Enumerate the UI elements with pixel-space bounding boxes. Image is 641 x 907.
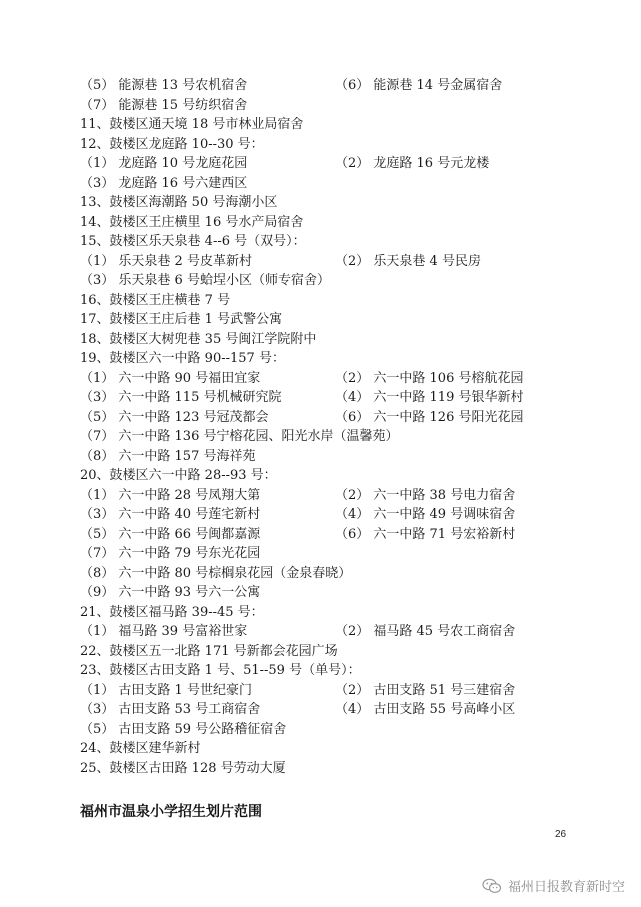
list-item-text: （1） 六一中路 28 号凤翔大第 [80, 487, 261, 503]
list-item [80, 700, 580, 720]
list-item-text: （1） 古田支路 1 号世纪豪门 [80, 682, 252, 698]
list-item-text-secondary: （6） 能源巷 14 号金属宿舍 [335, 78, 503, 93]
list-item [80, 603, 580, 623]
wechat-icon [482, 878, 502, 894]
list-item-text: （8） 六一中路 80 号棕榈泉花园（金泉春晓） [80, 565, 352, 581]
list-item [80, 525, 580, 545]
list-item [80, 271, 580, 291]
list-item-text: 16、鼓楼区王庄横巷 7 号 [80, 292, 231, 308]
list-item [80, 486, 580, 506]
list-item-text: 22、鼓楼区五一北路 171 号新都会花园广场 [80, 643, 338, 659]
list-item-text: （8） 六一中路 157 号海祥苑 [80, 448, 256, 464]
list-item [80, 759, 580, 779]
list-item [80, 135, 580, 155]
list-item-text: （3） 六一中路 115 号机械研究院 [80, 390, 282, 405]
list-item [80, 622, 580, 642]
list-item-text-secondary: （2） 乐天泉巷 4 号民房 [335, 253, 481, 269]
address-list [80, 76, 580, 778]
list-item [80, 369, 580, 389]
list-item [80, 447, 580, 467]
list-item [80, 583, 580, 603]
list-item [80, 193, 580, 213]
list-item-text: （1） 乐天泉巷 2 号皮革新村 [80, 253, 252, 269]
watermark-text: 福州日报教育新时空 [507, 880, 625, 895]
list-item-text: 23、鼓楼区古田支路 1 号、51--59 号（单号）： [80, 663, 361, 678]
list-item-text: 14、鼓楼区王庄横里 16 号水产局宿舍 [80, 214, 304, 230]
list-item-text: 25、鼓楼区古田路 128 号劳动大厦 [80, 760, 286, 776]
list-item [80, 681, 580, 701]
watermark [482, 876, 625, 895]
list-item-text-secondary: （2） 六一中路 106 号榕航花园 [335, 370, 524, 386]
list-item [80, 76, 580, 96]
list-item [80, 720, 580, 740]
list-item-text: （5） 能源巷 13 号农机宿舍 [80, 78, 248, 93]
section-heading: 福州市温泉小学招生划片范围 [80, 804, 262, 820]
list-item-text: 15、鼓楼区乐天泉巷 4--6 号（双号）： [80, 234, 306, 249]
list-item-text: （5） 六一中路 66 号闽都嘉源 [80, 526, 261, 542]
list-item [80, 96, 580, 116]
list-item-text: （9） 六一中路 93 号六一公寓 [80, 585, 261, 600]
list-item [80, 505, 580, 525]
list-item-text-secondary: （6） 六一中路 126 号阳光花园 [335, 409, 524, 425]
list-item-text-secondary: （6） 六一中路 71 号宏裕新村 [335, 526, 516, 542]
list-item [80, 213, 580, 233]
list-item [80, 388, 580, 408]
list-item [80, 174, 580, 194]
list-item-text: 20、鼓楼区六一中路 28--93 号： [80, 468, 277, 483]
list-item-text: 11、鼓楼区通天境 18 号市林业局宿舍 [80, 117, 304, 132]
list-item [80, 232, 580, 252]
list-item [80, 330, 580, 350]
list-item-text: （3） 古田支路 53 号工商宿舍 [80, 702, 261, 717]
list-item-text-secondary: （4） 六一中路 49 号调味宿舍 [335, 507, 516, 522]
list-item-text: 18、鼓楼区大树兜巷 35 号闽江学院附中 [80, 331, 317, 347]
page-number: 26 [555, 829, 567, 840]
list-item [80, 466, 580, 486]
list-item-text: 19、鼓楼区六一中路 90--157 号： [80, 351, 285, 366]
list-item-text: 24、鼓楼区建华新村 [80, 741, 201, 756]
list-item-text-secondary: （2） 六一中路 38 号电力宿舍 [335, 487, 516, 503]
list-item [80, 291, 580, 311]
list-item-text: （7） 六一中路 136 号宁榕花园、阳光水岸（温馨苑） [80, 429, 399, 444]
list-item [80, 349, 580, 369]
list-item-text-secondary: （2） 古田支路 51 号三建宿舍 [335, 682, 516, 698]
list-item [80, 642, 580, 662]
list-item-text: （3） 龙庭路 16 号六建西区 [80, 175, 248, 191]
list-item-text: 21、鼓楼区福马路 39--45 号： [80, 604, 264, 620]
list-item [80, 115, 580, 135]
list-item [80, 427, 580, 447]
list-item-text-secondary: （2） 福马路 45 号农工商宿舍 [335, 624, 516, 639]
list-item [80, 310, 580, 330]
list-item-text: （5） 古田支路 59 号公路稽征宿舍 [80, 721, 287, 737]
list-item [80, 154, 580, 174]
list-item-text: （3） 六一中路 40 号莲宅新村 [80, 507, 261, 522]
list-item-text-secondary: （2） 龙庭路 16 号元龙楼 [335, 156, 490, 171]
list-item-text: （1） 六一中路 90 号福田宜家 [80, 370, 261, 386]
list-item-text: 13、鼓楼区海潮路 50 号海潮小区 [80, 195, 278, 210]
list-item [80, 544, 580, 564]
list-item-text: 17、鼓楼区王庄后巷 1 号武警公寓 [80, 312, 283, 327]
list-item-text: （1） 福马路 39 号富裕世家 [80, 624, 248, 639]
list-item-text: （7） 六一中路 79 号东光花园 [80, 546, 261, 561]
list-item-text: （5） 六一中路 123 号冠茂都会 [80, 409, 269, 425]
list-item-text-secondary: （4） 六一中路 119 号银华新村 [335, 390, 524, 405]
list-item [80, 661, 580, 681]
list-item [80, 564, 580, 584]
list-item [80, 408, 580, 428]
list-item-text: （1） 龙庭路 10 号龙庭花园 [80, 156, 248, 171]
list-item-text: （3） 乐天泉巷 6 号蛤埕小区（师专宿舍） [80, 273, 330, 288]
list-item [80, 739, 580, 759]
list-item-text: 12、鼓楼区龙庭路 10--30 号： [80, 136, 264, 152]
list-item-text: （7） 能源巷 15 号纺织宿舍 [80, 97, 248, 113]
list-item-text-secondary: （4） 古田支路 55 号高峰小区 [335, 702, 516, 717]
list-item [80, 252, 580, 272]
